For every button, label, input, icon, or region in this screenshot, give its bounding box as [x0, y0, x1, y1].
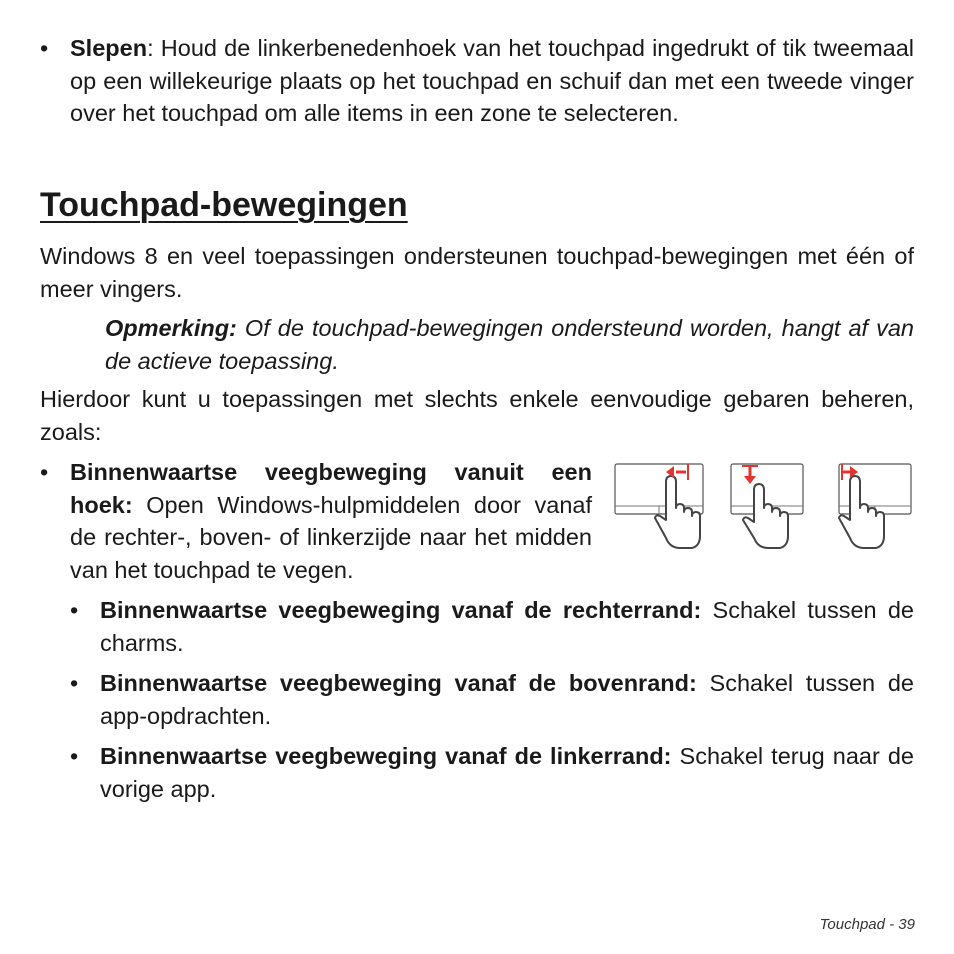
sub-item-top-edge [100, 667, 914, 732]
gesture-illustrations [614, 460, 914, 555]
sub-item-term: Binnenwaartse veegbeweging vanaf de linkerrand: [100, 743, 672, 769]
intro-paragraph: Windows 8 en veel toepassingen ondersteunen touchpad-bewegingen met één of meer vingers. [40, 243, 914, 302]
sub-item-left-edge [100, 740, 914, 805]
swipe-from-left-icon [838, 460, 914, 552]
sub-item-term: Binnenwaartse veegbeweging vanaf de bovenrand: [100, 670, 697, 696]
sub-item-text: Schakel tussen de charms. [100, 597, 914, 656]
note-text: Of de touchpad-bewegingen ondersteund worden, hangt af van de actieve toepassing. [105, 315, 914, 374]
slepen-text: : Houd de linkerbenedenhoek van het touchpad ingedrukt of tik tweemaal op een willekeurige plaats op het touchpad en schuif dan met een tweede vinger over het touchpad om alle items in een zone te selecteren. [70, 35, 914, 126]
sub-item-right-edge [100, 594, 914, 659]
slepen-item [70, 32, 914, 130]
gesture-item [70, 456, 592, 586]
bullet-marker: • [40, 459, 49, 485]
gesture-term: Binnenwaartse veegbeweging vanuit een hoek: [70, 459, 592, 518]
sub-item-text: Schakel terug naar de vorige app. [100, 743, 914, 802]
page-footer: Touchpad - 39 [819, 916, 915, 933]
section-heading: Touchpad-bewegingen [40, 186, 408, 224]
slepen-term: Slepen [70, 35, 148, 61]
bullet-marker: • [70, 670, 79, 696]
note [105, 312, 914, 377]
sub-item-text: Schakel tussen de app-opdrachten. [100, 670, 914, 729]
swipe-from-top-icon [730, 460, 810, 552]
bullet-marker: • [70, 743, 79, 769]
bullet-marker: • [70, 597, 79, 623]
gesture-text: Open Windows-hulpmiddelen door vanaf de rechter-, boven- of linkerzijde naar het midden van het touchpad te vegen. [70, 491, 592, 583]
bullet-marker: • [40, 35, 49, 61]
swipe-from-right-icon [614, 460, 706, 552]
gestures-paragraph: Hierdoor kunt u toepassingen met slechts enkele eenvoudige gebaren beheren, zoals: [40, 386, 914, 445]
sub-item-term: Binnenwaartse veegbeweging vanaf de rechterrand: [100, 597, 702, 623]
note-label: Opmerking: [105, 315, 237, 341]
